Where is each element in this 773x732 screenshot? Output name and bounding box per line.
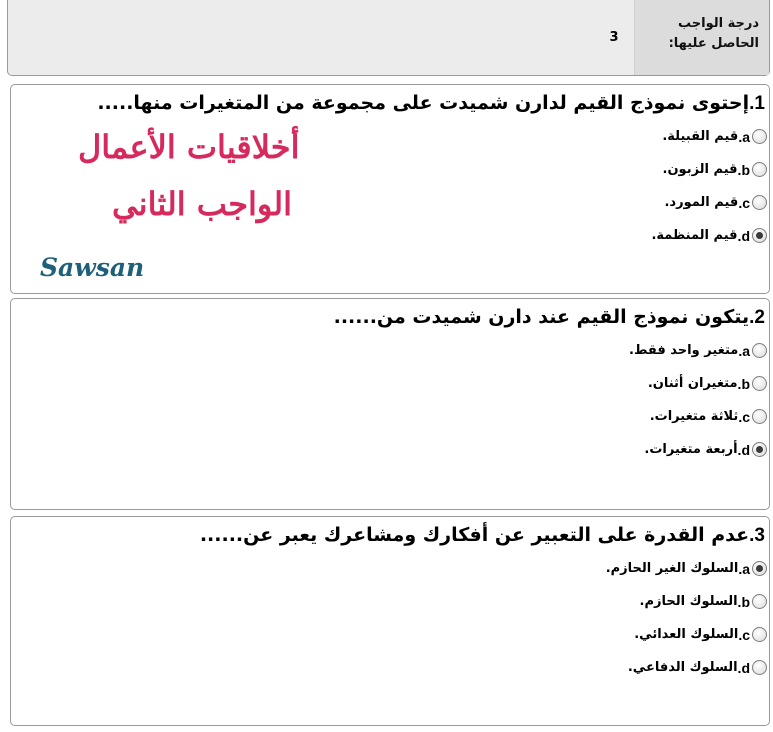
grade-value: 3 [609, 30, 619, 45]
question-title [11, 85, 769, 116]
option-text: قيم الزبون. [662, 162, 738, 177]
overlay-course-title: أخلاقيات الأعمال [78, 128, 300, 166]
option-text: متغيران أثنان. [647, 376, 738, 391]
option-text: متغير واحد فقط. [629, 343, 739, 358]
answer-option-b[interactable] [11, 367, 769, 400]
grade-label-line2: الحاصل عليها: [668, 36, 759, 51]
option-letter: b. [737, 161, 750, 178]
grade-box [7, 0, 770, 76]
option-text: ثلاثة متغيرات. [649, 409, 739, 424]
option-letter: a. [738, 560, 750, 577]
option-text: السلوك الدفاعي. [627, 660, 738, 675]
option-text: قيم القبيلة. [662, 129, 739, 144]
question-number: 2. [749, 307, 765, 328]
option-letter: b. [737, 375, 750, 392]
answer-option-d[interactable] [11, 651, 769, 684]
radio-button[interactable] [752, 627, 767, 642]
grade-label [634, 0, 769, 75]
answer-option-d[interactable] [11, 219, 769, 252]
radio-button-selected[interactable] [752, 442, 767, 457]
radio-button[interactable] [752, 195, 767, 210]
option-letter: a. [738, 128, 750, 145]
answer-options [11, 552, 769, 684]
grade-label-line1: درجة الواجب [677, 16, 759, 31]
radio-button[interactable] [752, 343, 767, 358]
option-text: السلوك الغير الحازم. [605, 561, 739, 576]
question-title [11, 299, 769, 330]
answer-option-d[interactable] [11, 433, 769, 466]
radio-button[interactable] [752, 376, 767, 391]
radio-button-selected[interactable] [752, 561, 767, 576]
question-number: 1. [749, 93, 765, 114]
option-text: قيم المنظمة. [651, 228, 738, 243]
answer-option-a[interactable] [11, 334, 769, 367]
option-letter: a. [738, 342, 750, 359]
answer-option-a[interactable] [11, 552, 769, 585]
radio-button[interactable] [752, 594, 767, 609]
option-text: أربعة متغيرات. [644, 442, 738, 457]
option-text: قيم المورد. [664, 195, 739, 210]
option-letter: c. [738, 408, 750, 425]
radio-button[interactable] [752, 660, 767, 675]
question-text: إحتوى نموذج القيم لدارن شميدت على مجموعة من المتغيرات منها..... [97, 92, 750, 114]
radio-button[interactable] [752, 162, 767, 177]
question-title [11, 517, 769, 548]
option-letter: c. [738, 626, 750, 643]
radio-button[interactable] [752, 129, 767, 144]
question-card-3 [10, 516, 770, 726]
question-text: يتكون نموذج القيم عند دارن شميدت من...... [333, 306, 750, 328]
option-letter: b. [737, 593, 750, 610]
overlay-assignment-title: الواجب الثاني [112, 185, 293, 223]
option-letter: d. [737, 659, 750, 676]
answer-option-c[interactable] [11, 400, 769, 433]
option-text: السلوك الحازم. [639, 594, 738, 609]
signature: Sawsan [40, 253, 145, 282]
answer-option-c[interactable] [11, 618, 769, 651]
answer-option-b[interactable] [11, 585, 769, 618]
option-text: السلوك العدائي. [634, 627, 739, 642]
answer-options [11, 334, 769, 466]
option-letter: d. [737, 441, 750, 458]
question-number: 3. [749, 525, 765, 546]
option-letter: c. [738, 194, 750, 211]
radio-button[interactable] [752, 409, 767, 424]
question-card-2 [10, 298, 770, 510]
question-text: عدم القدرة على التعبير عن أفكارك ومشاعرك يعبر عن...... [199, 524, 750, 546]
option-letter: d. [737, 227, 750, 244]
radio-button-selected[interactable] [752, 228, 767, 243]
